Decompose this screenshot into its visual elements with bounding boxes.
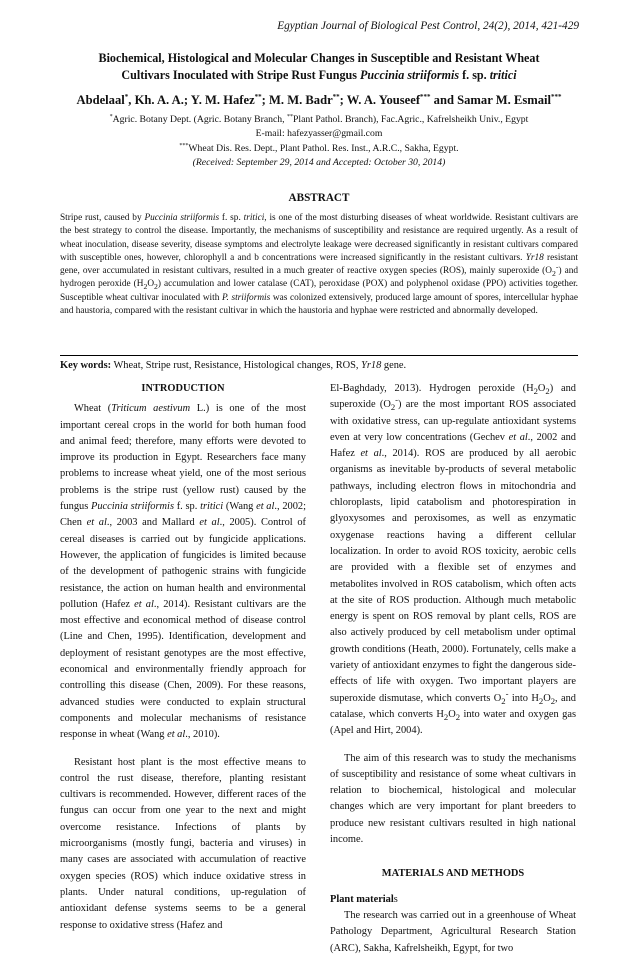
methods-heading: MATERIALS AND METHODS bbox=[381, 868, 525, 880]
subheading-plant-materials: Plant materials bbox=[330, 893, 398, 905]
keywords: Key words: Wheat, Stripe rust, Resistance, Histological changes, ROS, Yr18 gene. bbox=[60, 360, 407, 371]
received-dates: (Received: September 29, 2014 and Accepted: October 30, 2014) bbox=[192, 157, 446, 169]
paper-title: Biochemical, Histological and Molecular Changes in Susceptible and Resistant Wheat Cultivars Inoculated with Stripe Rust Fungus Puccinia striiformis f. sp. tritici bbox=[98, 51, 540, 82]
paragraph: Resistant host plant is the most effective means to control the rust disease, therefore, planting resistant cultivars is recommended. However, different races of the fungus can occur from one year to the next and might overcome resistance. Infections of plants by microorganisms (mostly fungi, bacteria and viruses) in many cases are associated with accumulation of reactive oxygen species (ROS) which induce oxidative stress in plants. Under natural conditions, up-regulation of antioxidant defense systems seems to be a general response to oxidative stress (Hafez and bbox=[60, 756, 306, 931]
divider bbox=[60, 355, 578, 356]
affiliation-line-1: *Agric. Botany Dept. (Agric. Botany Branch, **Plant Pathol. Branch), Fac.Agric., Kafrelsheikh Univ., Egypt bbox=[109, 113, 529, 125]
right-column bbox=[330, 381, 576, 957]
affiliation-line-3: ***Wheat Dis. Res. Dept., Plant Pathol. Res. Inst., A.R.C., Sakha, Egypt. bbox=[179, 142, 459, 154]
author-list: Abdelaal*, Kh. A. A.; Y. M. Hafez**; M. M. Badr**; W. A. Youseef*** and Samar M. Esmail*** bbox=[76, 92, 562, 107]
abstract-body: Stripe rust, caused by Puccinia striiformis f. sp. tritici, is one of the most disturbing diseases of wheat worldwide. Resistant cultivars are the best strategy to control the disease. Importantly, the mechanisms of susceptibility and resistance are required urgently. As a result of wheat inoculation, disease severity, disease symptoms and electrolyte leakage were decreased significantly in resistant cultivars compared with susceptible ones, however, chlorophyll a and b concentrations were increased significantly in the resistant cultivars. Yr18 resistant gene, over accumulated in resistant cultivars, resulted in a much greater of reactive oxygen species (ROS), mainly superoxide $(O_2^-)$ and hydrogen peroxide $(H_2O_2)$ accumulation and lower catalase (CAT), peroxidase (POX) and polyphenol oxidase (PPO) activities together. Susceptible wheat cultivar inoculated with P. striiformis was colonized extensively, produced large amount of spores, intercellular hyphae and haustoria, compared with the resistant cultivar in which the haustoria and hyphae were restricted and abnormally developed. bbox=[60, 213, 579, 317]
left-column bbox=[60, 381, 306, 934]
introduction-heading: INTRODUCTION bbox=[141, 383, 225, 394]
paragraph: El-Baghdady, 2013). Hydrogen peroxide $(H_2O_2)$ and superoxide $(O_2^-)$ are the most important ROS associated with oxidative stress, can up-regulate antioxidant systems even at very low concentrations (Gechev et al., 2002 and Hafez et al., 2014). ROS are produced by all aerobic organisms as inevitable by-products of several metabolic pathways, including electron flows in mitochondria and chloroplasts, lipid catabolism and photorespiration in glyoxysomes and peroxisomes, as well as enzymatic oxygenase reactions having a different cellular localization. In order to avoid ROS toxicity, aerobic cells are provided with a flexible set of enzymes and metabolites involved in ROS catabolism, which often acts at the site of ROS production. Although much metabolic energy is spent on ROS removal by plant cells, ROS are also actively produced by cell metabolism under optimal growth conditions (Heath, 2000). Fortunately, cells make a variety of antioxidant enzymes to fight the dangerous side-effects of life with oxygen. Two important players are superoxide dismutase, which converts $O_2^-$ into $H_2O_2$, and catalase, which converts $H_2O_2$ into water and oxygen gas (Apel and Hirt, 2004). bbox=[330, 383, 577, 737]
paragraph: The research was carried out in a greenhouse of Wheat Pathology Department, Agricultural Research Station (ARC), Sakha, Kafrelsheikh, Egypt, for two bbox=[330, 909, 576, 954]
affiliations bbox=[40, 113, 598, 171]
abstract-heading: ABSTRACT bbox=[288, 192, 350, 204]
email: E-mail: hafezyasser@gmail.com bbox=[255, 128, 383, 140]
journal-header: Egyptian Journal of Biological Pest Control, 24(2), 2014, 421-429 bbox=[277, 20, 579, 32]
paragraph: The aim of this research was to study the mechanisms of susceptibility and resistance of some wheat cultivars in relation to biochemical, histological and molecular changes which are very important for plant breeders to produce new resistant cultivars resulted in high national income. bbox=[330, 752, 576, 846]
paragraph: Wheat (Triticum aestivum L.) is one of the most important cereal crops in the world for both human food and animal feed; therefore, many efforts were devoted to improve its production in Egypt. Researchers face many problems to increase wheat yield, one of the most serious problems is the stripe rust (yellow rust) caused by the fungus Puccinia striiformis f. sp. tritici (Wang et al., 2002; Chen et al., 2003 and Mallard et al., 2005). Control of cereal diseases is carried out by fungicide applications. However, the application of fungicides is limited because of the development of pathogenic strains with fungicide resistance, the action on human health and environmental pollution (Hafez et al., 2014). Resistant cultivars are the most effective and economical method of disease control (Line and Chen, 1995). Identification, development and deployment of resistant genotypes are the most effective, economical and environmentally friendly approach for controlling this disease (Chen, 2009). For these reasons, advanced studies were conducted to explain structural components and molecular mechanisms of resistance response in wheat (Wang et al., 2010). bbox=[60, 403, 307, 741]
